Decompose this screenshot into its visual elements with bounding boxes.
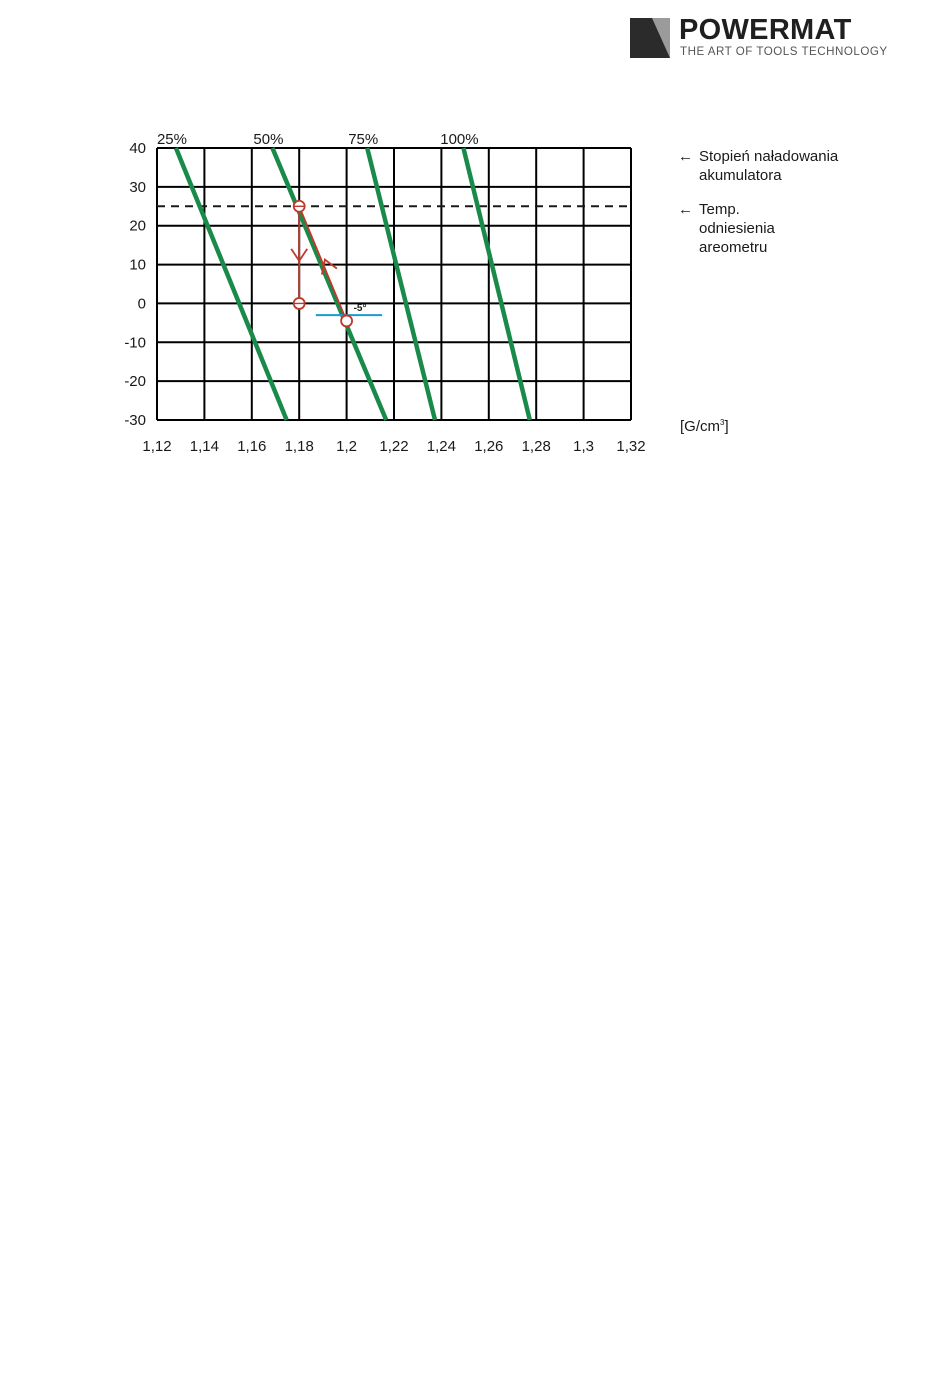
series-line (463, 148, 529, 420)
y-tick-label: -10 (124, 334, 146, 352)
left-arrow-icon: ← (678, 148, 693, 165)
brand-name: POWERMAT (679, 14, 852, 46)
legend-temp-text (699, 200, 775, 257)
chart-grid (157, 148, 631, 420)
legend-temp-line3: areometru (699, 239, 768, 256)
y-tick-label: 40 (129, 140, 146, 157)
y-tick-label: 30 (129, 178, 146, 196)
x-unit-sup: 3 (720, 418, 725, 427)
legend-temp-line1: Temp. (699, 201, 740, 218)
brand-tagline: THE ART OF TOOLS TECHNOLOGY (680, 45, 888, 58)
series-label: 50% (253, 131, 284, 148)
series-label: 75% (348, 131, 379, 148)
x-tick-label: 1,2 (336, 438, 358, 455)
legend-charge-text (699, 147, 838, 185)
x-unit-text: [G/cm (680, 418, 720, 435)
x-tick-label: 1,3 (573, 438, 595, 455)
x-tick-label: 1,12 (142, 438, 172, 455)
legend-temp-line2: odniesienia (699, 220, 775, 237)
x-unit-close: ] (724, 418, 729, 435)
legend-charge-line2: akumulatora (699, 167, 782, 184)
left-arrow-icon: ← (678, 201, 693, 218)
legend-reference-temp (678, 200, 898, 260)
legend-charge-level (678, 147, 898, 187)
x-tick-label: 1,16 (237, 438, 267, 455)
series-line (272, 148, 386, 420)
series-line (367, 148, 435, 420)
x-tick-label: 1,24 (426, 438, 457, 455)
x-tick-label: 1,14 (189, 438, 220, 455)
y-tick-label: -30 (124, 412, 146, 429)
y-tick-label: 10 (129, 256, 146, 274)
x-tick-label: 1,18 (284, 438, 314, 455)
example-point (341, 315, 352, 326)
y-tick-label: -20 (124, 373, 146, 391)
x-axis-unit (680, 418, 729, 435)
x-tick-label: 1,32 (616, 438, 646, 455)
x-tick-label: 1,26 (474, 438, 504, 455)
charge-lines (157, 131, 530, 420)
y-tick-label: 20 (129, 217, 146, 235)
x-tick-label: 1,28 (521, 438, 551, 455)
y-tick-label: 0 (137, 295, 146, 313)
legend-charge-line1: Stopień naładowania (699, 148, 839, 165)
x-tick-label: 1,22 (379, 438, 409, 455)
example-temperature-label: -5° (353, 303, 367, 315)
series-label: 100% (440, 131, 479, 148)
series-line (176, 148, 287, 420)
series-label: 25% (156, 131, 187, 148)
